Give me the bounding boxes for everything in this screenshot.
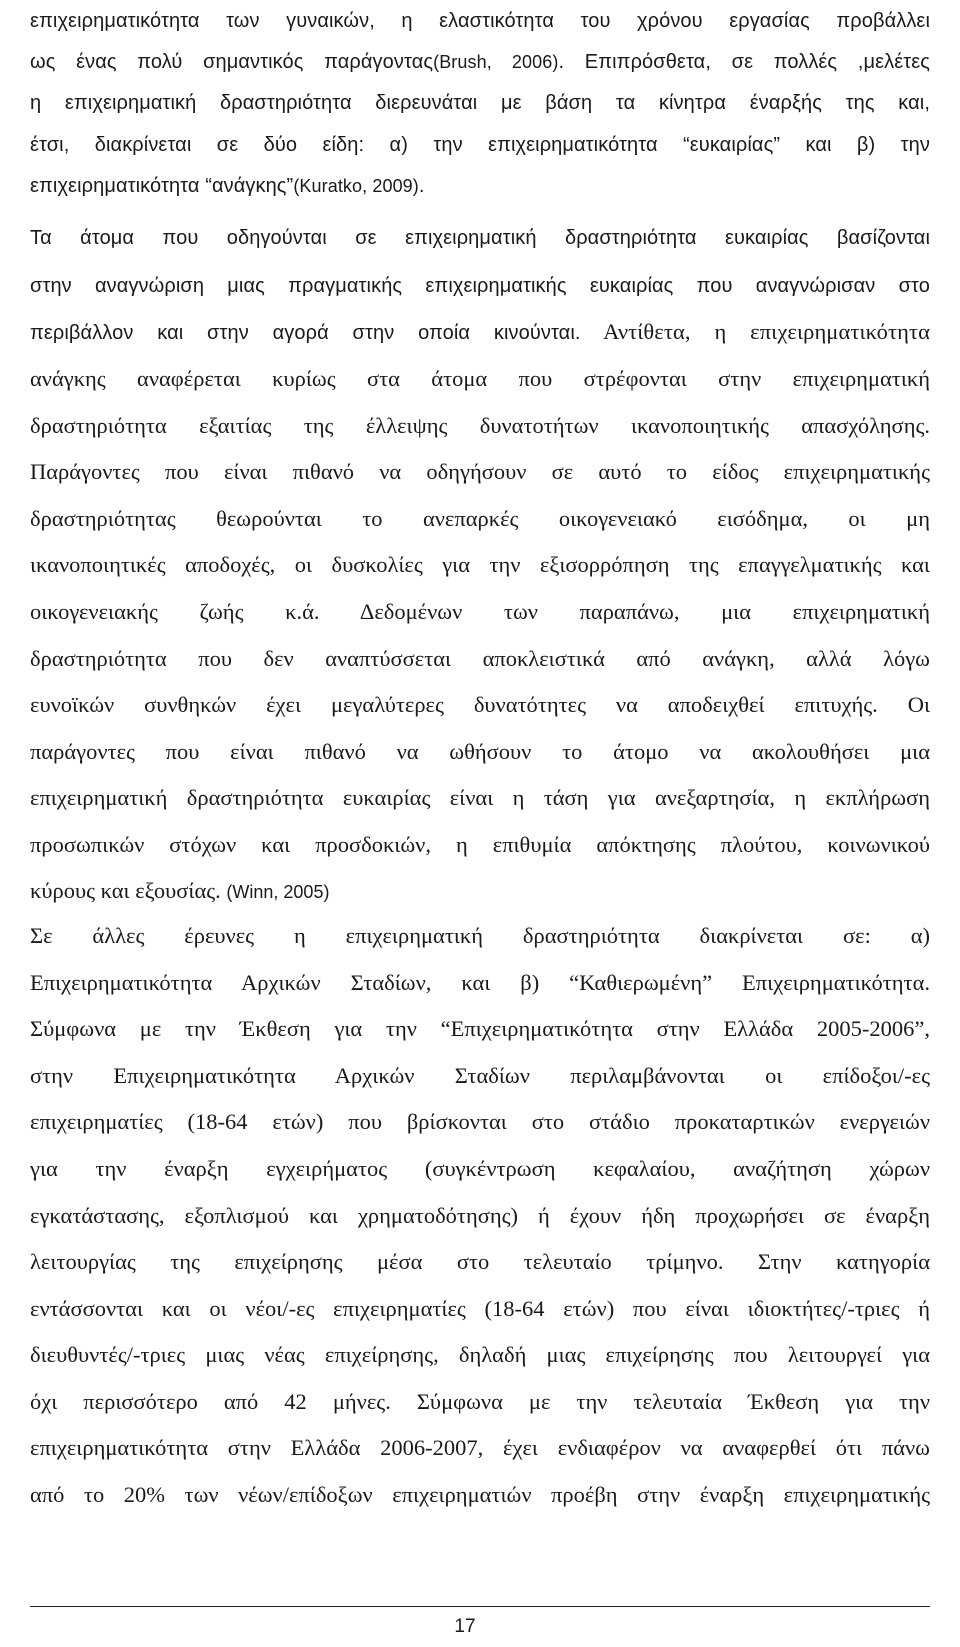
text-run: δραστηριότητα που δεν αναπτύσσεται αποκλειστικά από ανάγκη, αλλά λόγω: [30, 646, 930, 671]
text-line: [30, 1061, 930, 1091]
text-line: [30, 411, 930, 441]
text-line: [30, 223, 930, 253]
text-line: [30, 1107, 930, 1137]
text-line: [30, 1247, 930, 1277]
text-run: Τα άτομα που οδηγούνται σε επιχειρηματική δραστηριότητα ευκαιρίας βασίζονται: [30, 227, 930, 249]
text-run: στην Επιχειρηματικότητα Αρχικών Σταδίων περιλαμβάνονται οι επίδοξοι/-ες: [30, 1063, 930, 1088]
text-run: στην αναγνώριση μιας πραγματικής επιχειρηματικής ευκαιρίας που αναγνώρισαν στο: [30, 275, 930, 297]
text-line: [30, 550, 930, 580]
text-run: ως ένας πολύ σημαντικός παράγοντας: [30, 51, 434, 73]
text-line: [30, 690, 930, 720]
text-run: κύρους και εξουσίας.: [30, 878, 227, 903]
text-run: Σύμφωνα με την Έκθεση για την “Επιχειρηματικότητα στην Ελλάδα 2005-2006”,: [30, 1016, 930, 1041]
page-number: 17: [454, 1616, 476, 1637]
text-run: ευνοϊκών συνθηκών έχει μεγαλύτερες δυνατότητες να αποδειχθεί επιτυχής. Οι: [30, 692, 930, 717]
text-line: [30, 457, 930, 487]
text-run: διευθυντές/-τριες μιας νέας επιχείρησης, δηλαδή μιας επιχείρησης που λειτουργεί για: [30, 1342, 930, 1367]
text-line: [30, 1294, 930, 1324]
text-run: όχι περισσότερο από 42 μήνες. Σύμφωνα με την τελευταία Έκθεση για την: [30, 1389, 930, 1414]
text-line: [30, 88, 930, 118]
text-run: επιχειρηματίες (18-64 ετών) που βρίσκονται στο στάδιο προκαταρτικών ενεργειών: [30, 1109, 930, 1134]
text-run: για την έναρξη εγχειρήματος (συγκέντρωση κεφαλαίου, αναζήτηση χώρων: [30, 1156, 930, 1181]
text-run: . Επιπρόσθετα, σε πολλές ,μελέτες: [558, 51, 930, 73]
text-run: επιχειρηματικότητα “ανάγκης”: [30, 175, 294, 197]
text-run: η επιχειρηματική δραστηριότητα διερευνάται με βάση τα κίνητρα έναρξής της και,: [30, 92, 930, 114]
text-line: [30, 783, 930, 813]
text-line: [30, 1480, 930, 1510]
text-line: [30, 6, 930, 36]
text-line: [30, 271, 930, 301]
text-line: [30, 968, 930, 998]
text-line: [30, 504, 930, 534]
text-line: [30, 1387, 930, 1417]
text-run: ανάγκης αναφέρεται κυρίως στα άτομα που στρέφονται στην επιχειρηματική: [30, 366, 930, 391]
text-line: [30, 1154, 930, 1184]
text-run: οικογενειακής ζωής κ.ά. Δεδομένων των παραπάνω, μια επιχειρηματική: [30, 599, 930, 624]
text-run: προσωπικών στόχων και προσδοκιών, η επιθυμία απόκτησης πλούτου, κοινωνικού: [30, 832, 930, 857]
text-line: [30, 1201, 930, 1231]
text-run: επιχειρηματικότητα των γυναικών, η ελαστικότητα του χρόνου εργασίας προβάλλει: [30, 10, 930, 32]
text-line: [30, 921, 930, 951]
text-line: [30, 644, 930, 674]
text-run: δραστηριότητα εξαιτίας της έλλειψης δυνατοτήτων ικανοποιητικής απασχόλησης.: [30, 413, 930, 438]
text-run: επιχειρηματικότητα στην Ελλάδα 2006-2007, έχει ενδιαφέρον να αναφερθεί ότι πάνω: [30, 1435, 930, 1460]
text-run: από το 20% των νέων/επίδοξων επιχειρηματιών προέβη στην έναρξη επιχειρηματικής: [30, 1482, 930, 1507]
text-run: δραστηριότητας θεωρούνται το ανεπαρκές οικογενειακό εισόδημα, οι μη: [30, 506, 930, 531]
text-run: Επιχειρηματικότητα Αρχικών Σταδίων, και β) “Καθιερωμένη” Επιχειρηματικότητα.: [30, 970, 930, 995]
text-line: [30, 737, 930, 767]
text-run: επιχειρηματική δραστηριότητα ευκαιρίας είναι η τάση για ανεξαρτησία, η εκπλήρωση: [30, 785, 930, 810]
text-run: .: [418, 175, 425, 197]
text-line: [30, 830, 930, 860]
text-run: περιβάλλον και στην αγορά στην οποία κινούνται.: [30, 322, 581, 344]
text-line: [30, 597, 930, 627]
text-run: ικανοποιητικές αποδοχές, οι δυσκολίες για την εξισορρόπηση της επαγγελματικής και: [30, 552, 930, 577]
text-line: [30, 1340, 930, 1370]
text-run: λειτουργίας της επιχείρησης μέσα στο τελευταίο τρίμηνο. Στην κατηγορία: [30, 1249, 930, 1274]
text-run: εγκατάστασης, εξοπλισμού και χρηματοδότησης) ή έχουν ήδη προχωρήσει σε έναρξη: [30, 1203, 930, 1228]
text-line: [30, 317, 930, 347]
text-run: Αντίθετα, η επιχειρηματικότητα: [580, 319, 930, 344]
text-line: [30, 130, 930, 160]
text-run: εντάσσονται και οι νέοι/-ες επιχειρηματίες (18-64 ετών) που είναι ιδιοκτήτες/-τριες ή: [30, 1296, 930, 1321]
text-line: [30, 171, 930, 201]
citation: (Kuratko, 2009): [293, 176, 419, 196]
text-run: Σε άλλες έρευνες η επιχειρηματική δραστηριότητα διακρίνεται σε: α): [30, 923, 930, 948]
text-run: Παράγοντες που είναι πιθανό να οδηγήσουν σε αυτό το είδος επιχειρηματικής: [30, 459, 930, 484]
text-line: [30, 47, 930, 77]
text-line: [30, 1433, 930, 1463]
text-line: [30, 876, 930, 906]
text-run: έτσι, διακρίνεται σε δύο είδη: α) την επιχειρηματικότητα “ευκαιρίας” και β) την: [30, 134, 930, 156]
footer-divider: [30, 1606, 930, 1607]
text-run: παράγοντες που είναι πιθανό να ωθήσουν το άτομο να ακολουθήσει μια: [30, 739, 930, 764]
citation: (Brush, 2006): [433, 52, 559, 72]
text-line: [30, 364, 930, 394]
text-line: [30, 1014, 930, 1044]
citation: (Winn, 2005): [226, 882, 330, 902]
